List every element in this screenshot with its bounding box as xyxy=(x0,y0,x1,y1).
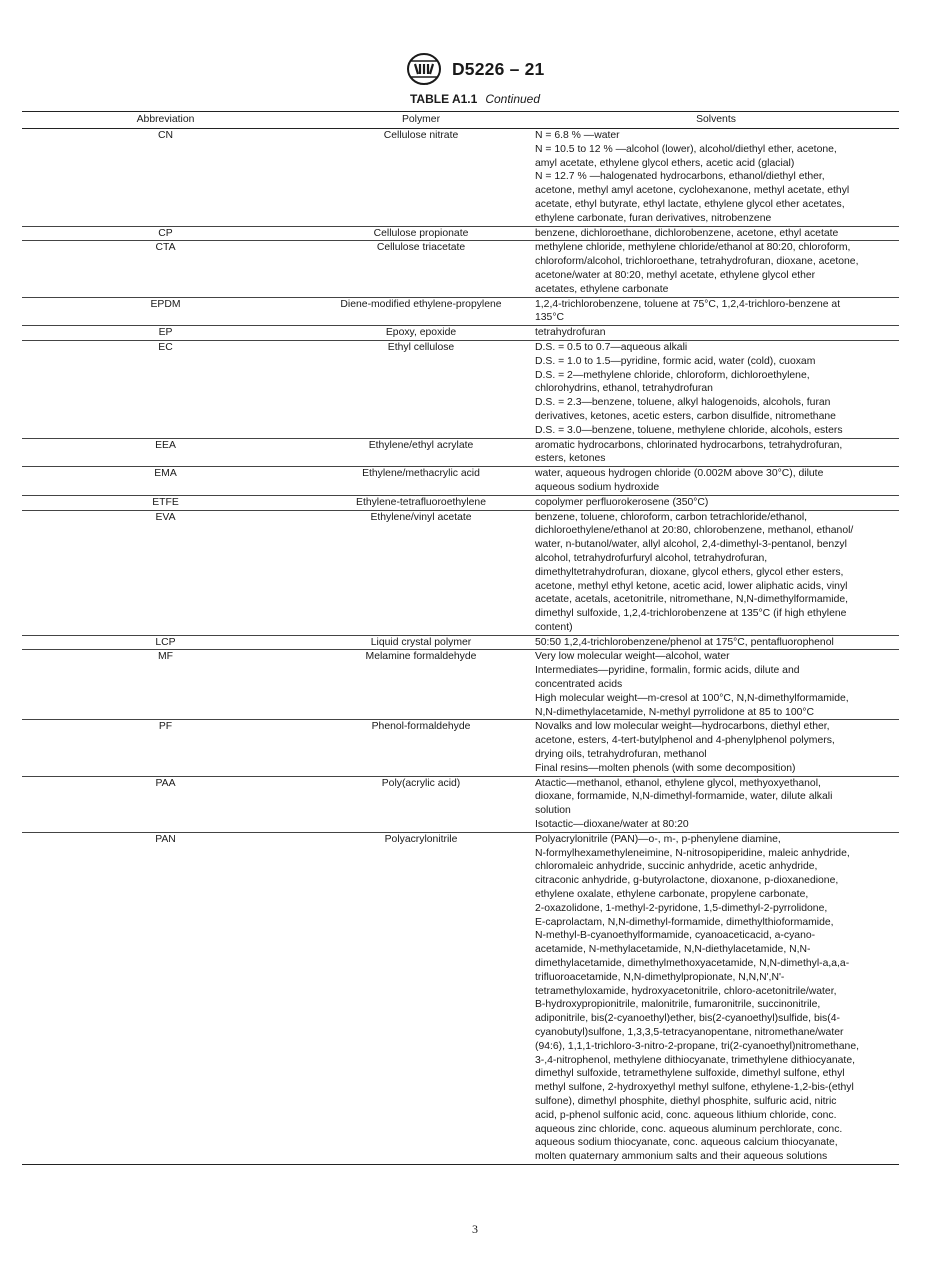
solvent-line: (94:6), 1,1,1-trichloro-3-nitro-2-propane, tri(2-cyanoethyl)nitromethane, xyxy=(535,1040,859,1052)
solvent-line: aqueous sodium thiocyanate, conc. aqueous calcium thiocyanate, xyxy=(535,1137,838,1149)
solvent-line: 1,2,4-trichlorobenzene, toluene at 75°C, 1,2,4-trichloro-benzene at xyxy=(535,298,841,310)
solvent-line: acetate, ethyl butyrate, ethyl lactate, ethylene glycol ether acetates, xyxy=(535,198,845,210)
column-header-polymer: Polymer xyxy=(309,112,533,129)
solvent-line: concentrated acids xyxy=(535,679,623,691)
solvent-line: N,N-dimethylacetamide, N-methyl pyrrolidone at 85 to 100°C xyxy=(535,706,815,718)
solvent-line: acetone, methyl amyl acetone, cyclohexanone, methyl acetate, ethyl xyxy=(535,185,850,197)
solvent-line: D.S. = 0.5 to 0.7—aqueous alkali xyxy=(535,341,688,353)
solvents-cell xyxy=(533,226,899,241)
solvent-line: D.S. = 2—methylene chloride, chloroform, dichloroethylene, xyxy=(535,369,810,381)
polymer-cell: Poly(acrylic acid) xyxy=(381,777,461,789)
table-row xyxy=(22,776,899,832)
solvents-cell xyxy=(533,129,899,227)
polymer-cell: Cellulose triacetate xyxy=(376,242,466,254)
solvent-line: copolymer perfluorokerosene (350°C) xyxy=(535,496,709,508)
abbreviation-cell: ETFE xyxy=(152,496,179,508)
table-row xyxy=(22,467,899,496)
table-row xyxy=(22,495,899,510)
solvent-line: D.S. = 2.3—benzene, toluene, alkyl halogenoids, alcohols, furan xyxy=(535,397,831,409)
solvent-line: aromatic hydrocarbons, chlorinated hydrocarbons, tetrahydrofuran, xyxy=(535,439,843,451)
polymer-cell: Cellulose propionate xyxy=(373,227,469,239)
solvent-line: tetrahydrofuran xyxy=(535,327,606,339)
solvent-line: benzene, dichloroethane, dichlorobenzene, acetone, ethyl acetate xyxy=(535,227,839,239)
solvent-line: ethylene carbonate, furan derivatives, nitrobenzene xyxy=(535,212,772,224)
polymer-cell: Ethyl cellulose xyxy=(387,341,455,353)
solvent-line: tetramethyloxamide, hydroxyacetonitrile, chloro-acetonitrile/water, xyxy=(535,985,837,997)
solvents-cell xyxy=(533,495,899,510)
solvent-line: molten quaternary ammonium salts and their aqueous solutions xyxy=(535,1151,828,1163)
table-row xyxy=(22,129,899,227)
solvent-line: Isotactic—dioxane/water at 80:20 xyxy=(535,819,689,831)
abbreviation-cell: PAA xyxy=(155,777,176,789)
solvents-cell xyxy=(533,467,899,496)
solvents-cell xyxy=(533,241,899,297)
logo-text: ASTM xyxy=(419,82,428,86)
solvents-cell xyxy=(533,326,899,341)
table-row xyxy=(22,635,899,650)
solvent-line: methylene chloride, methylene chloride/ethanol at 80:20, chloroform, xyxy=(535,242,851,254)
solvent-line: acetamide, N-methylacetamide, N,N-diethylacetamide, N,N- xyxy=(535,944,811,956)
page-number: 3 xyxy=(472,1222,478,1236)
solvent-line: amyl acetate, ethylene glycol ethers, acetic acid (glacial) xyxy=(535,157,795,169)
solvent-line: Very low molecular weight—alcohol, water xyxy=(535,651,730,663)
solvents-cell xyxy=(533,776,899,832)
solvent-line: acid, p-phenol sulfonic acid, conc. aqueous lithium chloride, conc. xyxy=(535,1109,837,1121)
column-header-abbreviation: Abbreviation xyxy=(22,112,309,129)
solvent-line: trifluoroacetamide, N,N-dimethylpropionate, N,N,N',N'- xyxy=(535,971,785,983)
page-header xyxy=(0,52,950,86)
solvent-line: D.S. = 1.0 to 1.5—pyridine, formic acid, water (cold), cuoxam xyxy=(535,355,816,367)
solvent-line: drying oils, tetrahydrofuran, methanol xyxy=(535,749,707,761)
abbreviation-cell: CP xyxy=(158,227,173,239)
abbreviation-cell: EP xyxy=(158,327,173,339)
polymer-cell: Diene-modified ethylene-propylene xyxy=(340,298,502,310)
solvent-line: adiponitrile, bis(2-cyanoethyl)ether, bis(2-cyanoethyl)sulfide, bis(4- xyxy=(535,1013,840,1025)
solvent-line: dimethyl sulfoxide, tetramethylene sulfoxide, dimethyl sulfone, ethyl xyxy=(535,1068,845,1080)
solvent-line: benzene, toluene, chloroform, carbon tetrachloride/ethanol, xyxy=(535,511,808,523)
solvents-cell xyxy=(533,720,899,776)
solvent-line: Polyacrylonitrile (PAN)—o-, m-, p-phenylene diamine, xyxy=(535,833,781,845)
polymer-cell: Ethylene/methacrylic acid xyxy=(362,468,480,480)
solvent-line: solution xyxy=(535,805,571,817)
solvent-line: dioxane, formamide, N,N-dimethyl-formamide, water, dilute alkali xyxy=(535,791,833,803)
table-continued: Continued xyxy=(485,92,541,106)
abbreviation-cell: CN xyxy=(157,130,173,141)
abbreviation-cell: EMA xyxy=(154,468,177,480)
solvent-line: Intermediates—pyridine, formalin, formic acids, dilute and xyxy=(535,665,800,677)
solvents-cell xyxy=(533,510,899,635)
solvents-cell xyxy=(533,297,899,326)
solvents-cell xyxy=(533,832,899,1164)
solvent-line: N = 10.5 to 12 % —alcohol (lower), alcohol/diethyl ether, acetone, xyxy=(535,143,837,155)
table-row xyxy=(22,510,899,635)
solvent-line: D.S. = 3.0—benzene, toluene, methylene chloride, alcohols, esters xyxy=(535,424,843,436)
solvent-line: 3-,4-nitrophenol, methylene dithiocyanate, trimethylene dithiocyanate, xyxy=(535,1054,855,1066)
polymer-cell: Polyacrylonitrile xyxy=(384,833,458,845)
solvent-line: dimethyltetrahydrofuran, dioxane, glycol ethers, glycol ether esters, xyxy=(535,566,844,578)
solvent-line: chlorohydrins, ethanol, tetrahydrofuran xyxy=(535,383,713,395)
table-row xyxy=(22,832,899,1164)
solvent-line: High molecular weight—m-cresol at 100°C, N,N-dimethylformamide, xyxy=(535,692,849,704)
table-row xyxy=(22,326,899,341)
solvent-line: sulfone), dimethyl phosphite, diethyl phosphite, sulfuric acid, nitric xyxy=(535,1095,837,1107)
abbreviation-cell: MF xyxy=(157,651,173,663)
polymer-cell: Phenol-formaldehyde xyxy=(371,721,471,733)
table-header-row xyxy=(22,112,899,129)
table-body xyxy=(22,129,899,1165)
solvent-line: citraconic anhydride, g-butyrolactone, dioxanone, p-dioxanedione, xyxy=(535,875,839,887)
solvent-line: esters, ketones xyxy=(535,453,606,465)
solvent-line: chloroform/alcohol, trichloroethane, tetrahydrofuran, dioxane, acetone, xyxy=(535,256,859,268)
solvent-line: alcohol, tetrahydrofurfuryl alcohol, tetrahydrofuran, xyxy=(535,552,768,564)
table-caption xyxy=(0,92,950,106)
solvent-line: content) xyxy=(535,621,573,633)
astm-logo-icon xyxy=(406,52,442,86)
abbreviation-cell: EVA xyxy=(155,511,176,523)
solvent-line: water, aqueous hydrogen chloride (0.002M above 30°C), dilute xyxy=(535,468,824,480)
solvent-line: acetone, esters, 4-tert-butylphenol and 4-phenylphenol polymers, xyxy=(535,735,835,747)
polymer-cell: Melamine formaldehyde xyxy=(365,651,477,663)
table-row xyxy=(22,340,899,438)
abbreviation-cell: PF xyxy=(158,721,173,733)
solvent-line: dimethyl sulfoxide, 1,2,4-trichlorobenzene at 135°C (if high ethylene xyxy=(535,608,847,620)
table-row xyxy=(22,650,899,720)
solvent-line: N = 6.8 % —water xyxy=(535,130,620,141)
solvent-line: acetate, acetals, acetonitrile, nitromethane, N,N-dimethylformamide, xyxy=(535,594,849,606)
polymer-cell: Epoxy, epoxide xyxy=(385,327,457,339)
solvent-line: 50:50 1,2,4-trichlorobenzene/phenol at 175°C, pentafluorophenol xyxy=(535,636,834,648)
solvent-line: derivatives, ketones, acetic esters, carbon disulfide, nitromethane xyxy=(535,410,836,422)
abbreviation-cell: EPDM xyxy=(150,298,181,310)
solvent-line: N = 12.7 % —halogenated hydrocarbons, ethanol/diethyl ether, xyxy=(535,171,825,183)
table-row xyxy=(22,720,899,776)
solvents-cell xyxy=(533,438,899,467)
table-label: TABLE A1.1 xyxy=(409,92,478,106)
abbreviation-cell: CTA xyxy=(155,242,176,254)
solvent-line: water, n-butanol/water, allyl alcohol, 2,4-dimethyl-3-pentanol, benzyl xyxy=(535,539,847,551)
solvents-cell xyxy=(533,650,899,720)
solvent-line: Atactic—methanol, ethanol, ethylene glycol, methyoxyethanol, xyxy=(535,777,821,789)
solvent-line: N-methyl-B-cyanoethylformamide, cyanoaceticacid, a-cyano- xyxy=(535,930,816,942)
abbreviation-cell: EC xyxy=(158,341,173,353)
solvent-line: acetates, ethylene carbonate xyxy=(535,283,669,295)
polymer-cell: Ethylene-tetrafluoroethylene xyxy=(356,496,486,508)
solvent-line: dimethylacetamide, dimethylmethoxyacetamide, N,N-dimethyl-a,a,a- xyxy=(535,958,850,970)
solvent-line: acetone, methyl ethyl ketone, acetic acid, lower aliphatic acids, vinyl xyxy=(535,580,848,592)
solvent-line: Final resins—molten phenols (with some decomposition) xyxy=(535,762,796,774)
polymer-cell: Cellulose nitrate xyxy=(383,130,459,141)
column-header-solvents: Solvents xyxy=(533,112,899,129)
polymer-cell: Liquid crystal polymer xyxy=(370,636,472,648)
solvent-line: dichloroethylene/ethanol at 20:80, chlorobenzene, methanol, ethanol/ xyxy=(535,525,854,537)
solvent-line: methyl sulfone, 2-hydroxyethyl methyl sulfone, ethylene-1,2-bis-(ethyl xyxy=(535,1082,854,1094)
abbreviation-cell: EEA xyxy=(155,439,176,451)
solvent-line: E-caprolactam, N,N-dimethyl-formamide, dimethylthioformamide, xyxy=(535,916,834,928)
solvent-line: cyanobutyl)sulfone, 1,3,3,5-tetracyanopentane, nitromethane/water xyxy=(535,1027,844,1038)
solvent-line: Novalks and low molecular weight—hydrocarbons, diethyl ether, xyxy=(535,721,830,733)
solvent-line: ethylene oxalate, ethylene carbonate, propylene carbonate, xyxy=(535,889,809,901)
table-row xyxy=(22,297,899,326)
solvent-line: aqueous sodium hydroxide xyxy=(535,481,660,493)
solvent-line: chloromaleic anhydride, succinic anhydride, acetic anhydride, xyxy=(535,861,818,873)
solvent-line: 135°C xyxy=(535,312,564,324)
table-row xyxy=(22,226,899,241)
solvent-line: acetone/water at 80:20, methyl acetate, ethylene glycol ether xyxy=(535,269,816,281)
solvent-line: aqueous zinc chloride, conc. aqueous aluminum perchlorate, conc. xyxy=(535,1123,843,1135)
document-id: D5226 – 21 xyxy=(451,58,545,79)
solvent-line: 2-oxazolidone, 1-methyl-2-pyridone, 1,5-dimethyl-2-pyrrolidone, xyxy=(535,902,828,914)
table-row xyxy=(22,438,899,467)
polymer-cell: Ethylene/vinyl acetate xyxy=(370,511,472,523)
table-row xyxy=(22,241,899,297)
abbreviation-cell: LCP xyxy=(155,636,176,648)
solvent-line: B-hydroxypropionitrile, malonitrile, fumaronitrile, succinonitrile, xyxy=(535,999,821,1011)
abbreviation-cell: PAN xyxy=(155,833,176,845)
solvent-line: N-formylhexamethyleneimine, N-nitrosopiperidine, maleic anhydride, xyxy=(535,847,850,859)
polymer-cell: Ethylene/ethyl acrylate xyxy=(368,439,474,451)
solvents-cell xyxy=(533,635,899,650)
solvents-cell xyxy=(533,340,899,438)
solvents-table xyxy=(22,111,899,1165)
